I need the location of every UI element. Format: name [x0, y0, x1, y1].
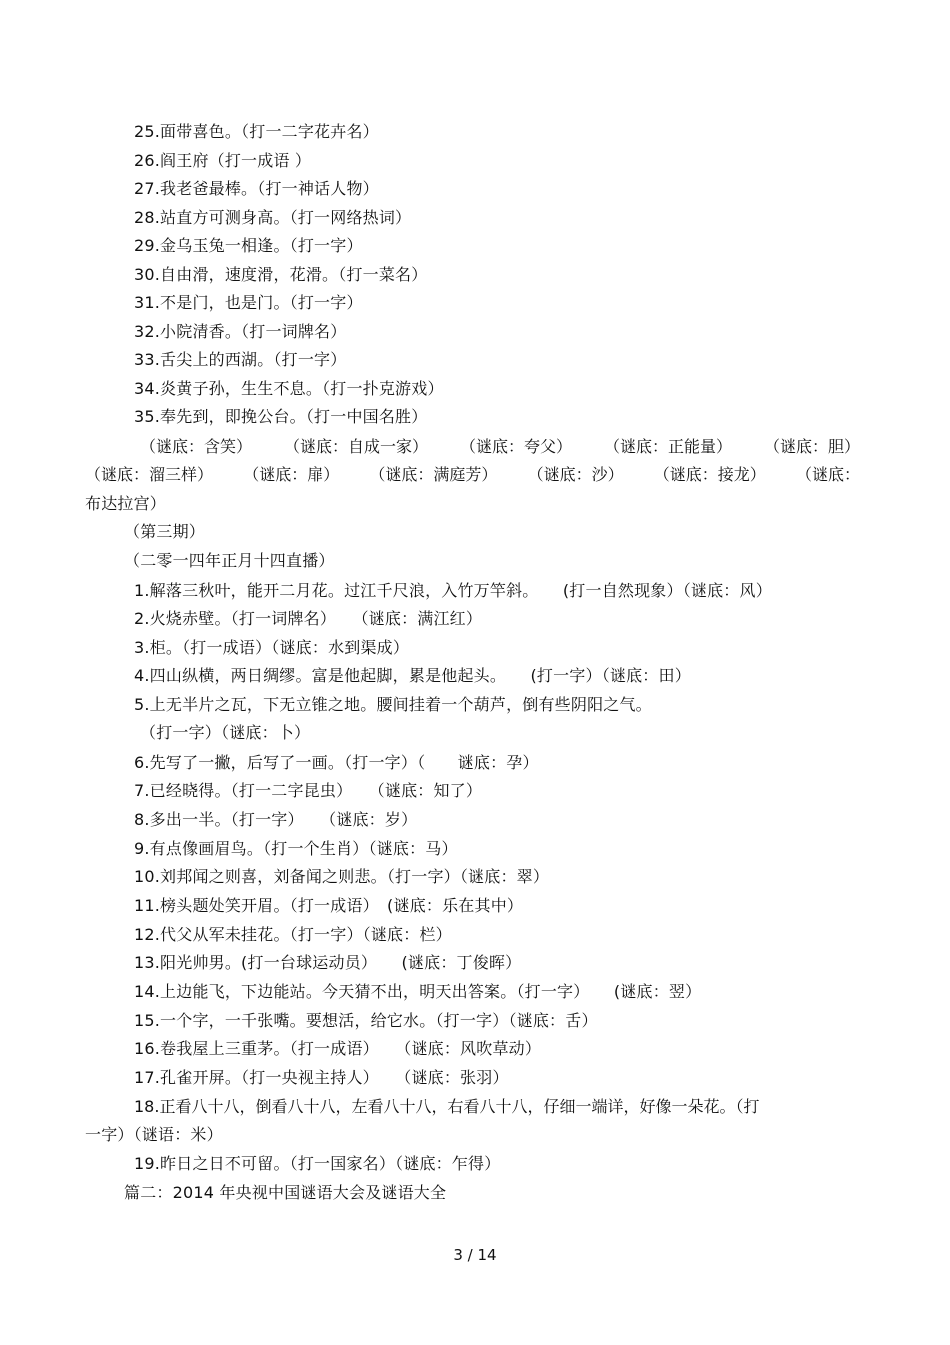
broadcast-date: （二零一四年正月十四直播）	[124, 551, 335, 570]
riddle-28: 28.站直方可测身高。（打一网络热词）	[134, 208, 412, 227]
answer-item: （谜底：含笑）	[140, 437, 253, 456]
riddle-19: 19.昨日之日不可留。（打一国家名）（谜底：乍得）	[134, 1154, 501, 1173]
riddle-7: 7.已经晓得。（打一二字昆虫） （谜底：知了）	[134, 781, 483, 800]
answers-row-1	[140, 436, 860, 458]
riddle-13: 13.阳光帅男。(打一台球运动员） (谜底：丁俊晖）	[134, 953, 522, 972]
answer-item: （谜底：胆）	[763, 437, 860, 456]
riddle-11: 11.榜头题处笑开眉。（打一成语） (谜底：乐在其中）	[134, 896, 524, 915]
answer-item: （谜底：满庭芳）	[369, 465, 498, 484]
riddle-29: 29.金乌玉兔一相逢。（打一字）	[134, 236, 363, 255]
riddle-8: 8.多出一半。（打一字） （谜底：岁）	[134, 810, 418, 829]
riddle-31: 31.不是门，也是门。（打一字）	[134, 293, 363, 312]
riddle-14: 14.上边能飞，下边能站。今天猜不出，明天出答案。（打一字） (谜底：翌）	[134, 982, 702, 1001]
section-title: 篇二：2014 年央视中国谜语大会及谜语大全	[124, 1183, 447, 1202]
riddle-26: 26.阎王府（打一成语 ）	[134, 151, 312, 170]
riddle-5-answer: （打一字）（谜底：卜）	[140, 723, 311, 742]
answer-item: （谜底：溜三样）	[85, 465, 214, 484]
answer-item: （谜底：扉）	[243, 465, 340, 484]
answer-item: （谜底：沙）	[527, 465, 624, 484]
riddle-6: 6.先写了一撇，后写了一画。（打一字）（ 谜底：孕）	[134, 753, 539, 772]
riddle-18-continuation: 一字）（谜语：米）	[85, 1125, 223, 1144]
answers-row-3: 布达拉宫）	[85, 494, 167, 513]
answer-item: （谜底：夸父）	[459, 437, 572, 456]
riddle-5: 5.上无半片之瓦，下无立锥之地。腰间挂着一个葫芦，倒有些阴阳之气。	[134, 695, 652, 714]
riddle-33: 33.舌尖上的西湖。（打一字）	[134, 350, 347, 369]
answers-row-2	[85, 464, 860, 486]
riddle-3: 3.柜。（打一成语）（谜底：水到渠成）	[134, 638, 410, 657]
riddle-25: 25.面带喜色。（打一二字花卉名）	[134, 122, 379, 141]
riddle-32: 32.小院清香。（打一词牌名）	[134, 322, 347, 341]
answer-item: （谜底：	[795, 465, 860, 484]
answer-item: （谜底：自成一家）	[283, 437, 428, 456]
riddle-18: 18.正看八十八，倒看八十八，左看八十八，右看八十八，仔细一端详，好像一朵花。（打	[134, 1097, 760, 1116]
riddle-15: 15.一个字，一千张嘴。要想活，给它水。（打一字）（谜底：舌）	[134, 1011, 598, 1030]
riddle-10: 10.刘邦闻之则喜，刘备闻之则悲。（打一字）（谜底：翠）	[134, 867, 550, 886]
riddle-9: 9.有点像画眉鸟。（打一个生肖）（谜底：马）	[134, 839, 458, 858]
riddle-16: 16.卷我屋上三重茅。（打一成语） （谜底：风吹草动）	[134, 1039, 542, 1058]
riddle-1: 1.解落三秋叶，能开二月花。过江千尺浪，入竹万竿斜。 (打一自然现象）（谜底：风）	[134, 581, 772, 600]
riddle-35: 35.奉先到，即挽公台。（打一中国名胜）	[134, 407, 428, 426]
riddle-2: 2.火烧赤壁。（打一词牌名） （谜底：满江红）	[134, 609, 483, 628]
period-heading: （第三期）	[124, 522, 206, 541]
riddle-17: 17.孔雀开屏。（打一央视主持人） （谜底：张羽）	[134, 1068, 509, 1087]
riddle-27: 27.我老爸最棒。（打一神话人物）	[134, 179, 379, 198]
answer-item: （谜底：正能量）	[603, 437, 732, 456]
riddle-30: 30.自由滑，速度滑，花滑。（打一菜名）	[134, 265, 428, 284]
riddle-12: 12.代父从军未挂花。（打一字）（谜底：栏）	[134, 925, 452, 944]
page-number: 3 / 14	[453, 1246, 497, 1264]
riddle-34: 34.炎黄子孙，生生不息。（打一扑克游戏）	[134, 379, 444, 398]
riddle-4: 4.四山纵横，两日绸缪。富是他起脚，累是他起头。 (打一字）（谜底：田）	[134, 666, 691, 685]
answer-item: （谜底：接龙）	[653, 465, 766, 484]
